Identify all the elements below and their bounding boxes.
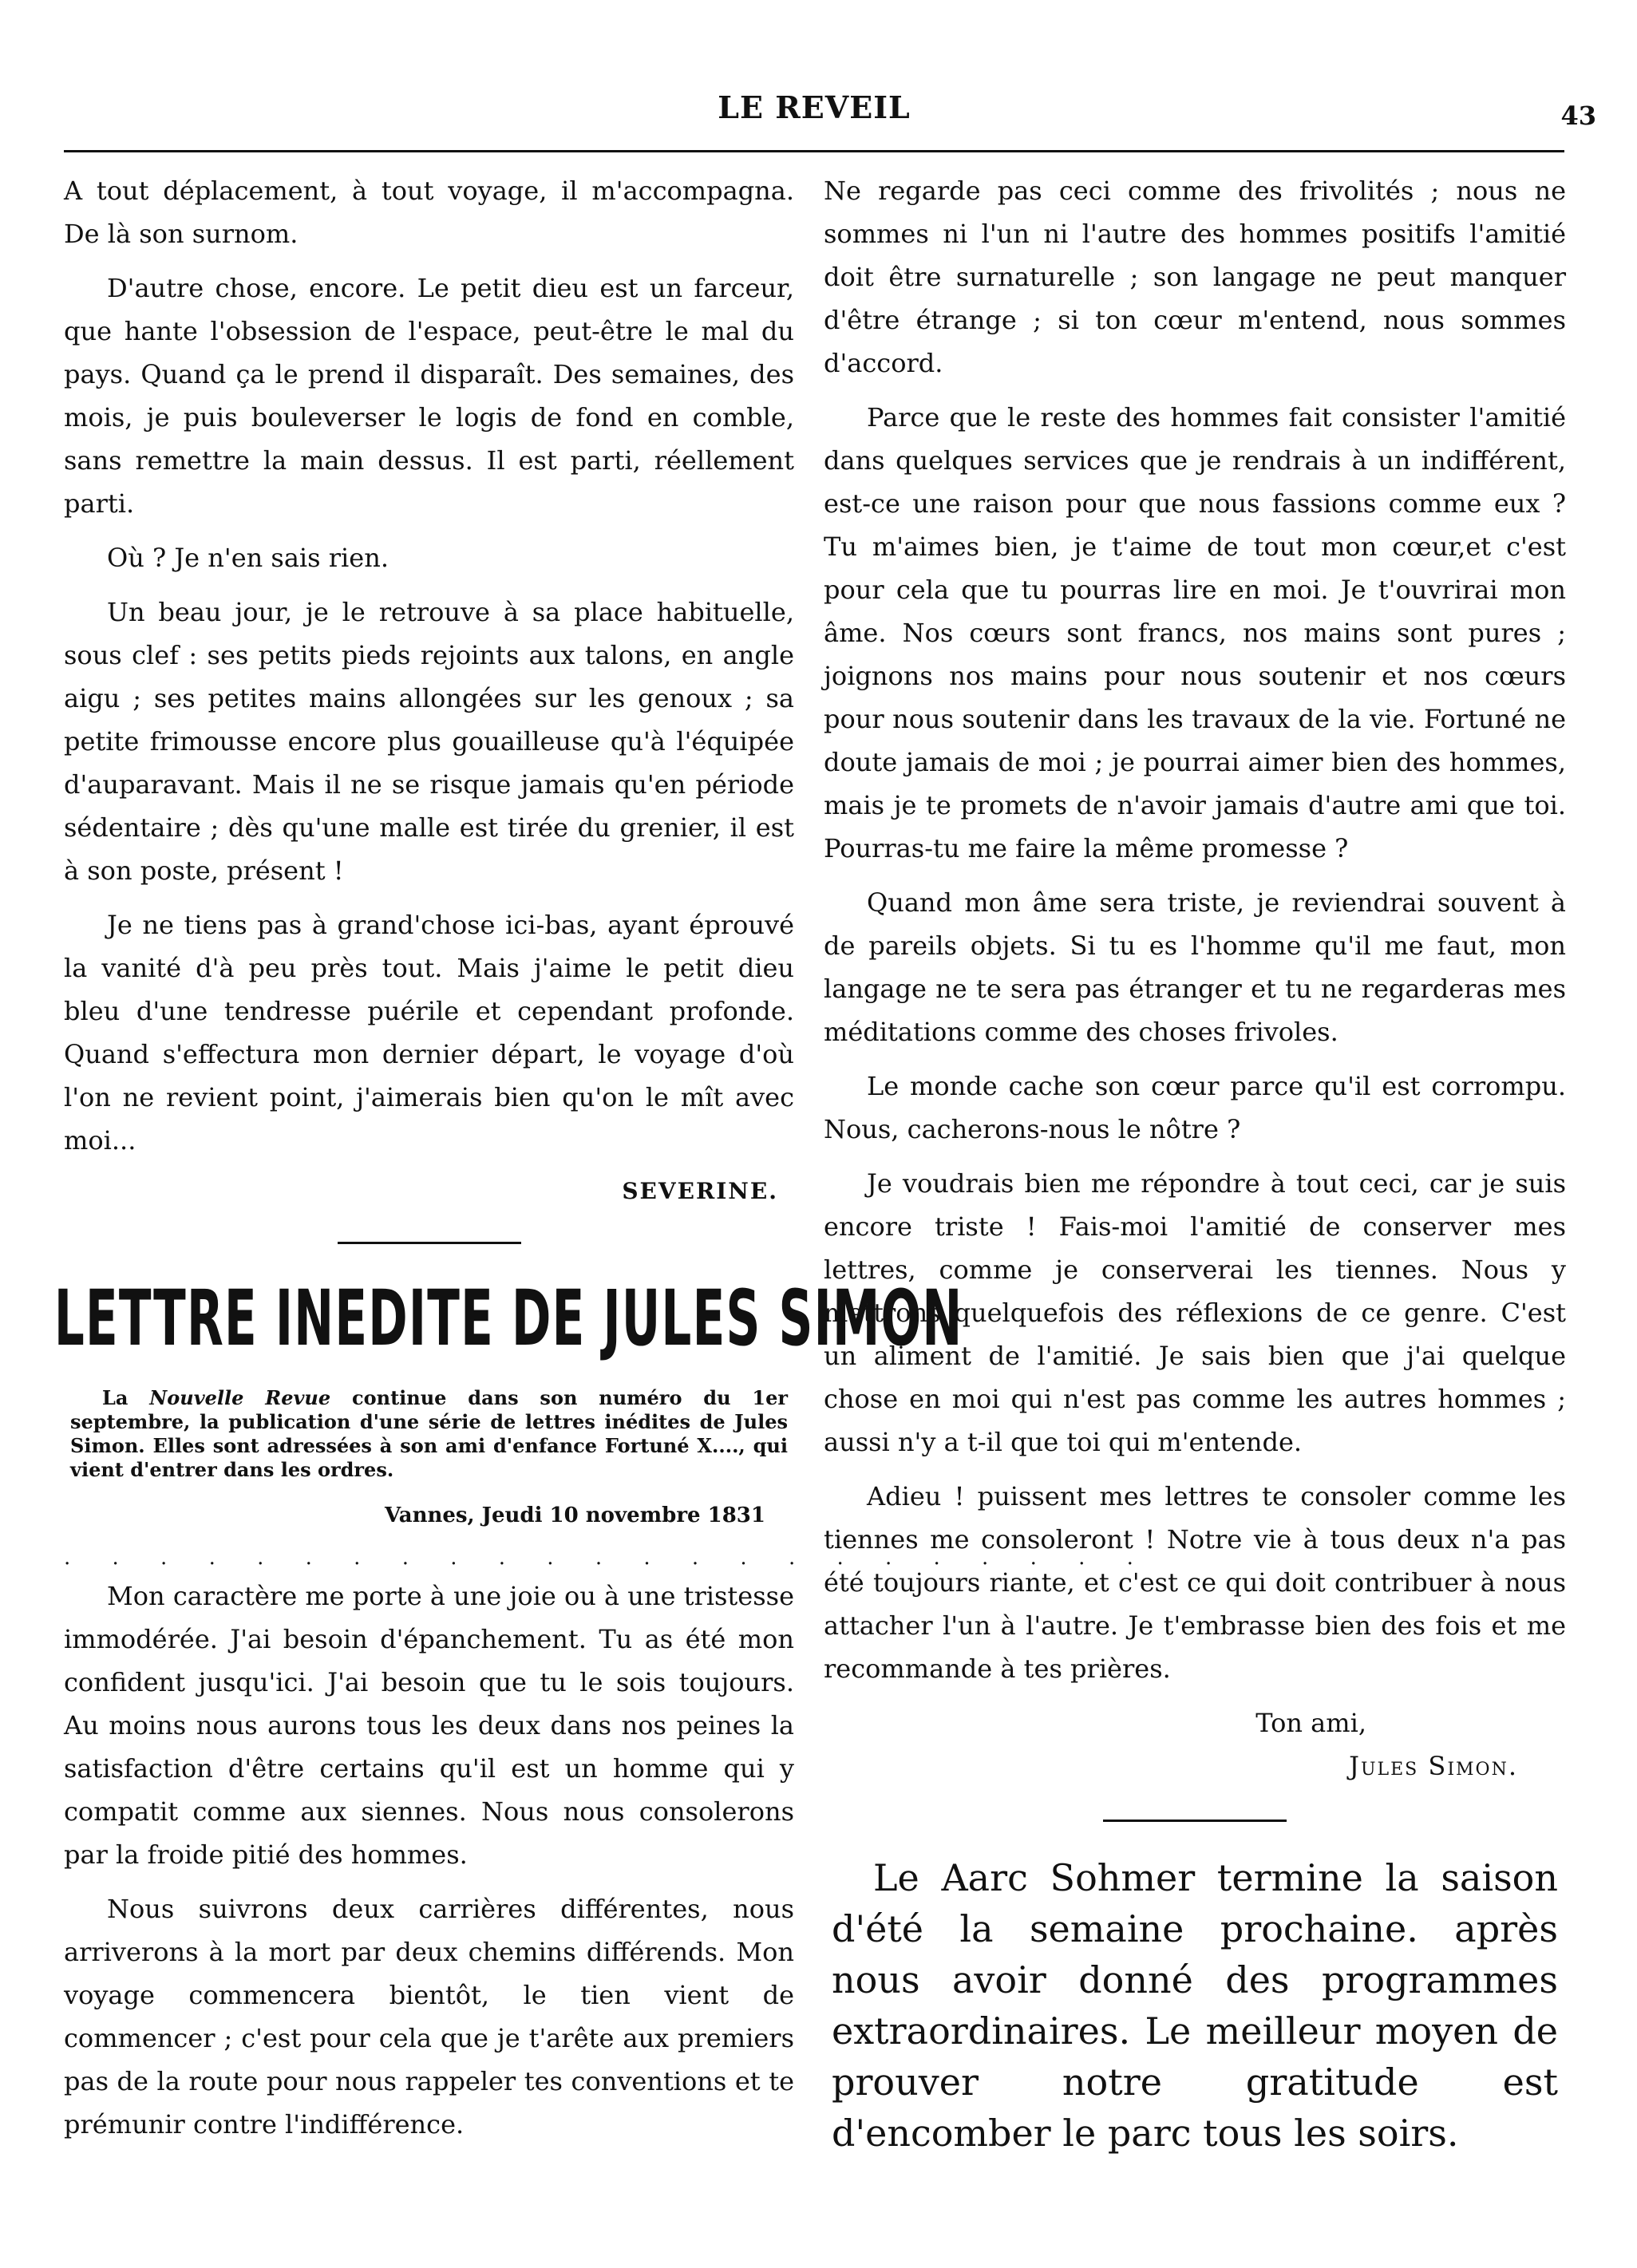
paragraph: Où ? Je n'en sais rien. [107, 543, 389, 573]
letter-paragraph: Je voudrais bien me répondre à tout ceci, car je suis encore triste ! Fais-moi l'amitié de conserver mes lettres, comme je conserverai les tiennes. Nous y mettrons quelquefois des réflexions de ce genre. C'est un aliment de l'amitié. Je sais bien que j'ai quelque chose en moi qui n'est pas comme les autres hommes ; aussi n'y a t-il que toi qui m'entende. [824, 1168, 1566, 1457]
header-rule [64, 150, 1564, 152]
letter-signature: Jules Simon. [1349, 1751, 1518, 1781]
letter-paragraph: Le monde cache son cœur parce qu'il est corrompu. Nous, cacherons-nous le nôtre ? [824, 1071, 1566, 1144]
author-signature: SEVERINE. [622, 1178, 778, 1204]
left-column [53, 169, 1151, 2157]
paragraph: Je ne tiens pas à grand'chose ici-bas, ayant éprouvé la vanité d'à peu près tout. Mais j'aime le petit dieu bleu d'une tendresse puérile et cependant profonde. Quand s'effectura mon dernier départ, le voyage d'où l'on ne revient point, j'aimerais bien qu'on le mît avec moi... [64, 910, 794, 1156]
dotted-separator: . . . . . . . . . . . . . . . . . . . . . . . [64, 1546, 1151, 1570]
intro-text: continue dans son numéro du 1er septembre, la publication d'une série de lettres inédites de Jules Simon. Elles sont adressées à son ami d'enfance Fortuné X...., qui vient d'entrer dans les ordres. [70, 1386, 788, 1481]
article-intro [70, 1386, 788, 1482]
letter-closing: Ton ami, [1255, 1708, 1366, 1738]
section-divider [1103, 1820, 1287, 1822]
journal-name: Nouvelle Revue [149, 1386, 331, 1409]
letter-dateline: Vannes, Jeudi 10 novembre 1831 [384, 1503, 765, 1527]
letter-paragraph: Adieu ! puissent mes lettres te consoler comme les tiennes me consoleront ! Notre vie à tous deux n'a pas été toujours riante, et c'est ce qui doit contribuer à nous attacher l'un à l'autre. Je t'embrasse bien des fois et me recommande à tes prières. [824, 1481, 1566, 1684]
running-title: LE REVEIL [718, 89, 911, 125]
paragraph: A tout déplacement, à tout voyage, il m'accompagna. De là son surnom. [64, 176, 794, 249]
letter-paragraph: Mon caractère me porte à une joie ou à une tristesse immodérée. J'ai besoin d'épanchement. Tu as été mon confident jusqu'ici. J'ai besoin que tu le sois toujours. Au moins nous aurons tous les deux dans nos peines la satisfaction d'être certains qu'il est un homme qui y compatit comme aux siennes. Nous nous consolerons par la froide pitié des hommes. [64, 1581, 794, 1870]
letter-paragraph: Quand mon âme sera triste, je reviendrai souvent à de pareils objets. Si tu es l'homme qu'il me faut, mon langage ne te sera pas étranger et tu ne regarderas mes méditations comme des choses frivoles. [824, 887, 1566, 1047]
right-column [824, 169, 1566, 2159]
letter-paragraph: Parce que le reste des hommes fait consister l'amitié dans quelques services que je rendrais à un indifférent, est-ce une raison pour que nous fassions comme eux ? Tu m'aimes bien, je t'aime de tout mon cœur,et c'est pour cela que tu pourras lire en moi. Je t'ouvrirai mon âme. Nos cœurs sont francs, nos mains sont pures ; joignons nos mains pour nous soutenir et nos cœurs pour nous soutenir dans les travaux de la vie. Fortuné ne doute jamais de moi ; je pourrai aimer bien des hommes, mais je te promets de n'avoir jamais d'autre ami que toi. Pourras-tu me faire la même promesse ? [824, 402, 1566, 863]
paragraph: D'autre chose, encore. Le petit dieu est un farceur, que hante l'obsession de l'espace, peut-être le mal du pays. Quand ça le prend il disparaît. Des semaines, des mois, je puis bouleverser le logis de fond en comble, sans remettre la main dessus. Il est parti, réellement parti. [64, 273, 794, 519]
page-number: 43 [1560, 101, 1596, 131]
article-title: LETTRE INEDITE DE JULES SIMON [53, 1274, 963, 1363]
section-divider [338, 1242, 521, 1244]
paragraph: Un beau jour, je le retrouve à sa place habituelle, sous clef : ses petits pieds rejoints aux talons, en angle aigu ; ses petites mains allongées sur les genoux ; sa petite frimousse encore plus gouailleuse qu'à l'équipée d'auparavant. Mais il ne se risque jamais qu'en période sédentaire ; dès qu'une malle est tirée du grenier, il est à son poste, présent ! [64, 597, 794, 886]
announcement: Le Aarc Sohmer termine la saison d'été la semaine prochaine. après nous avoir donné des programmes extraordinaires. Le meilleur moyen de prouver notre gratitude est d'encomber le parc tous les soirs. [832, 1856, 1558, 2155]
letter-paragraph: Ne regarde pas ceci comme des frivolités ; nous ne sommes ni l'un ni l'autre des hommes positifs l'amitié doit être surnaturelle ; son langage ne peut manquer d'être étrange ; si ton cœur m'entend, nous sommes d'accord. [824, 176, 1566, 378]
running-head [64, 89, 1596, 142]
letter-paragraph: Nous suivrons deux carrières différentes, nous arriverons à la mort par deux chemins différends. Mon voyage commencera bientôt, le tien vient de commencer ; c'est pour cela que je t'arête aux premiers pas de la route pour nous rappeler tes conventions et te prémunir contre l'indifférence. [64, 1894, 794, 2140]
intro-prefix: La [102, 1386, 129, 1409]
